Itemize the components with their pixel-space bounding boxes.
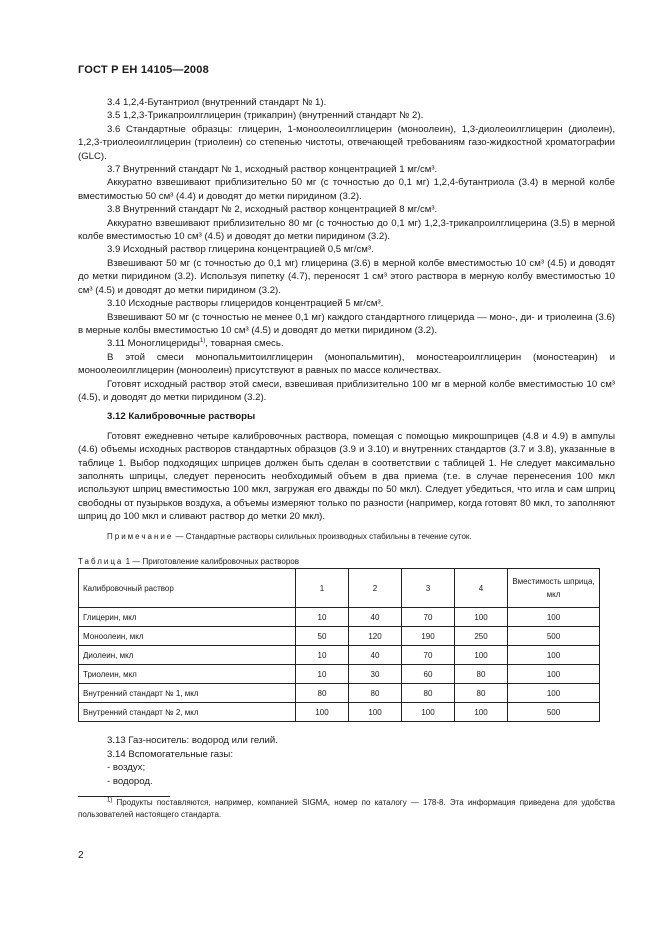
table-cell: 40 [349,608,402,627]
table-cell: 100 [296,703,349,722]
table-cell: 100 [508,684,600,703]
paragraph-3-11-rest: , товарная смесь. [205,338,284,350]
paragraph-3-11-text-a: В этой смеси монопальмитоилглицерин (монопальмитин), моностеароилглицерин (моностеарин) и моноолеоилглицерин (моноолеин) присутствуют в равных по массе количествах. [78,351,615,377]
note-label: Примечание [107,531,174,541]
table-cell: 10 [296,608,349,627]
table-cell: Триолеин, мкл [79,665,296,684]
paragraph-3-7-text: Аккуратно взвешивают приблизительно 50 мг (с точностью до 0,1 мг) 1,2,4-бутантриола (3.4) в мерной колбе вместимостью 50 см³ (4.4) и доводят до метки пиридином (3.2). [78,177,615,202]
table-header-row [79,569,600,608]
table-cell: 50 [296,627,349,646]
paragraph-3-8: 3.8 Внутренний стандарт № 2, исходный раствор концентрацией 8 мг/см³. [107,204,438,216]
paragraph-3-11 [78,337,615,350]
table-cell: 250 [455,627,508,646]
table-cell: 80 [455,665,508,684]
table-cell: 190 [402,627,455,646]
paragraph-3-10-text: Взвешивают 50 мг (с точностью не менее 0,1 мг) каждого стандартного глицерида — моно-, ди- и триолеина (3.6) в мерные колбы вместимостью 10 см³ (4.5) и доводят до метки пиридином (3.2). [78,311,615,336]
table-cell: 100 [508,646,600,665]
table-cell: 60 [402,665,455,684]
table-row [79,608,600,627]
table-cell: 80 [349,684,402,703]
paragraph-3-9-text: Взвешивают 50 мг (с точностью до 0,1 мг) глицерина (3.6) в мерной колбе вместимостью 10 см³ (4.5) и доводят до метки пиридином (3.2). Используя пипетку (4.7), переносят 1 см³ этого раствора в мерную колбу вместимостью 10 см³ (4.5) и доводят до метки пиридином (3.2). [78,257,615,296]
paragraph-3-8-text: Аккуратно взвешивают приблизительно 80 мг (с точностью до 0,1 мг) 1,2,3-трикапроилглицерина (3.5) в мерной колбе вместимостью 10 см³ (4.5) и доводят до метки пиридином (3.2). [78,217,615,243]
table-cell: 100 [508,608,600,627]
table-caption-text: 1 — Приготовление калибровочных растворов [123,557,299,566]
table-cell: 500 [508,703,600,722]
table-caption-label: Таблица [78,557,124,566]
note-text: — Стандартные растворы силильных производных стабильны в течение суток. [173,531,472,541]
table-cell: 100 [508,665,600,684]
calibration-table [78,568,600,722]
table-cell: 100 [455,703,508,722]
table-row [79,627,600,646]
table-cell: 10 [296,665,349,684]
page-number: 2 [78,850,84,861]
table-cell: 100 [455,608,508,627]
table-row [79,684,600,703]
footnote-reference: 1) [199,338,206,345]
table-cell: 500 [508,627,600,646]
paragraph-3-11-text-b: Готовят исходный раствор этой смеси, взвешивая приблизительно 100 мг в мерной колбе вместимостью 10 см³ (4.5), и доводят до метки пиридином (3.2). [78,378,615,403]
table-row [79,703,600,722]
table-header-cell: 1 [296,569,349,608]
table-row [79,646,600,665]
footnote [78,797,615,821]
table-cell: Диолеин, мкл [79,646,296,665]
table-cell: 80 [455,684,508,703]
table-cell: Внутренний стандарт № 1, мкл [79,684,296,703]
paragraph-3-9: 3.9 Исходный раствор глицерина концентрацией 0,5 мг/см³. [107,244,374,256]
table-cell: 80 [296,684,349,703]
table-cell: 120 [349,627,402,646]
table-header-cell: 3 [402,569,455,608]
paragraph-3-7: 3.7 Внутренний стандарт № 1, исходный раствор концентрацией 1 мг/см³. [107,164,438,176]
table-caption [78,555,615,568]
table-header-cell: 2 [349,569,402,608]
paragraph-3-14: 3.14 Вспомогательные газы: [107,748,233,760]
table-header-cell: 4 [455,569,508,608]
table-cell: 100 [455,646,508,665]
table-cell: 10 [296,646,349,665]
section-heading-3-12: 3.12 Калибровочные растворы [107,411,256,423]
table-cell: 70 [402,646,455,665]
paragraph-3-6: 3.6 Стандартные образцы: глицерин, 1-моноолеоилглицерин (моноолеин), 1,3-диолеоилглицерин (диолеин), 1,2,3-триолеоилглицерин (триолеин) со степенью чистоты, отвечающей требованиям газо-жидкостной хроматографии (GLC). [78,123,615,162]
paragraph-3-13: 3.13 Газ-носитель: водород или гелий. [107,735,278,747]
list-item-air: - воздух; [107,762,146,774]
table-cell: 70 [402,608,455,627]
table-cell: 100 [349,703,402,722]
footnote-marker: 1) [107,797,113,804]
paragraph-3-5: 3.5 1,2,3-Трикапроилглицерин (трикаприн) (внутренний стандарт № 2). [107,110,424,122]
paragraph-3-11-title: 3.11 Моноглицериды [107,338,200,350]
table-row [79,665,600,684]
table-header-cell: Вместимость шприца, мкл [508,569,600,608]
note [78,530,615,543]
page-header: ГОСТ Р ЕН 14105—2008 [78,64,209,76]
table-cell: 80 [402,684,455,703]
paragraph-3-4: 3.4 1,2,4-Бутантриол (внутренний стандарт № 1). [107,97,327,108]
table-cell: 40 [349,646,402,665]
table-cell: Внутренний стандарт № 2, мкл [79,703,296,722]
paragraph-3-12-text: Готовят ежедневно четыре калибровочных раствора, помещая с помощью микрошприцев (4.8 и 4.9) в ампулы (4.6) объемы исходных растворов стандартных образцов (3.9 и 3.10) и внутренних стандартов (3.7 и 3.8), указанные в таблице 1. Выбор подходящих шприцев должен быть сделан в соответствии с таблицей 1. Не следует максимально заполнять шприцы, следует переносить необходимый объем в два приема (т.е. в случае перенесения 100 мкл используют шприц вместимостью 100 мкл, загружая его дважды по 50 мкл). Следует убедиться, что игла и сам шприц свободны от пузырьков воздуха, а объемы измеряют только по разности (например, когда готовят 80 мкл, то заполняют шприц до 100 мкл и сливают раствор до метки 20 мкл). [78,430,615,523]
table-cell: Глицерин, мкл [79,608,296,627]
table-cell: Моноолеин, мкл [79,627,296,646]
table-cell: 100 [402,703,455,722]
footnote-text: Продукты поставляются, например, компанией SIGMA, номер по каталогу — 178-8. Эта информация приведена для удобства пользователей настоящего стандарта. [78,798,615,820]
table-header-cell: Калибровочный раствор [79,569,296,608]
paragraph-3-10: 3.10 Исходные растворы глицеридов концентрацией 5 мг/см³. [107,298,384,310]
document-body [78,96,615,821]
list-item-hydrogen: - водород. [107,775,153,787]
table-cell: 30 [349,665,402,684]
